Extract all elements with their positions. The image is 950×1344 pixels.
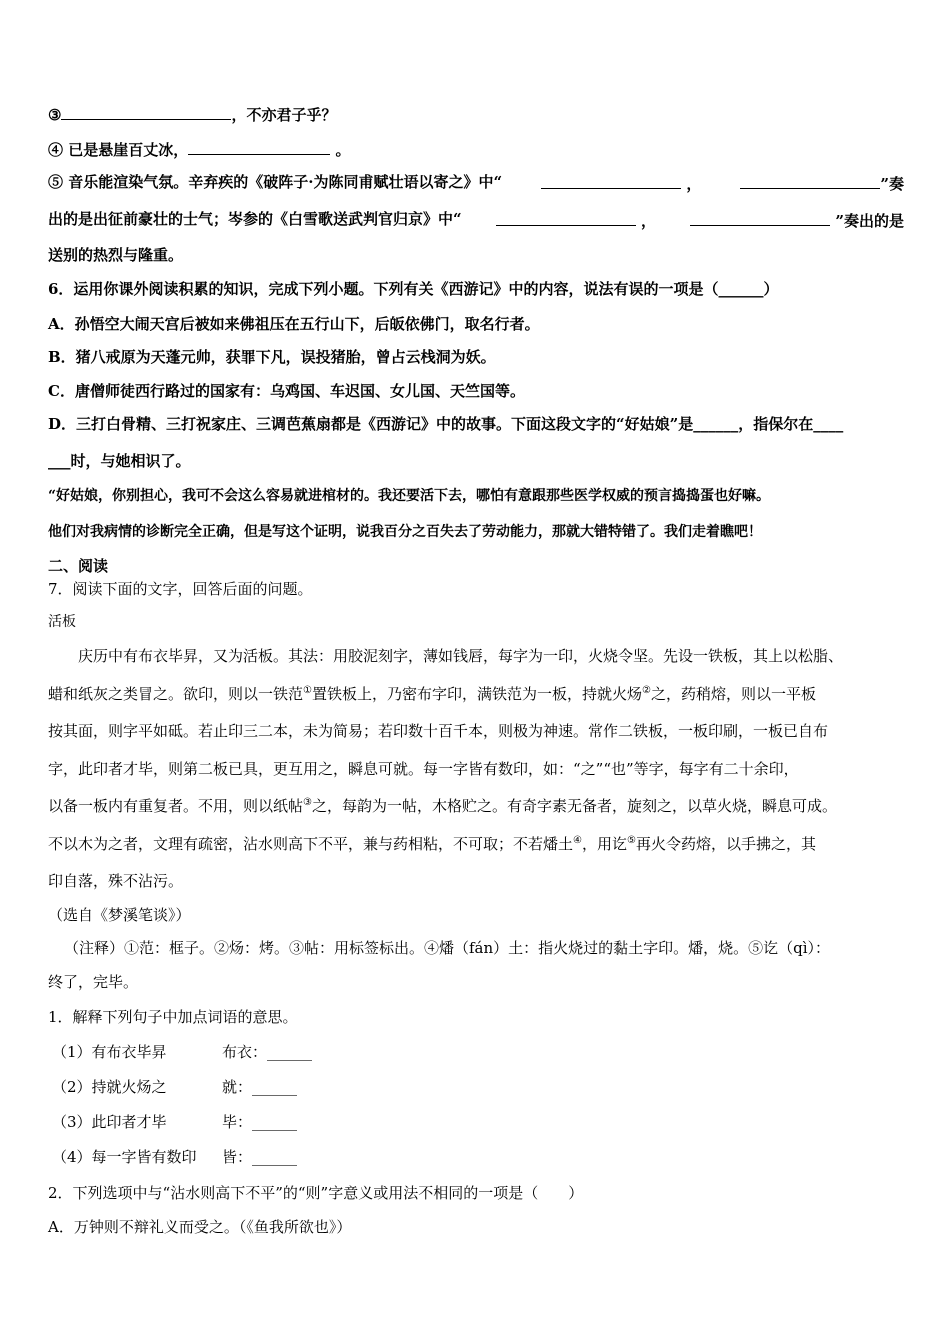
- q6-option-a: A．孙悟空大闹天宫后被如来佛祖压在五行山下，后皈依佛门，取名行者。: [48, 315, 540, 333]
- item-text: 出的是出征前豪壮的士气；岑参的《白雪歌送武判官归京》中“: [48, 210, 462, 228]
- q6-option-c: C．唐僧师徒西行路过的国家有：乌鸡国、车迟国、女儿国、天竺国等。: [48, 382, 525, 400]
- sub1-item-3-answer[interactable]: 毕：______: [222, 1113, 298, 1131]
- blank-line[interactable]: [740, 172, 880, 189]
- passage-line-6: [48, 834, 816, 854]
- passage-line-1: 庆历中有布衣毕昇，又为活板。其法：用胶泥刻字，薄如钱唇，每字为一印，火烧令坚。先设一铁板，其上以松脂、: [78, 647, 844, 665]
- section-heading: 二、阅读: [48, 557, 109, 575]
- note-marker: ⑤: [627, 835, 636, 846]
- note-marker: ④: [573, 835, 582, 846]
- sub2-stem: 2．下列选项中与“沾水则高下不平”的“则”字意义或用法不相同的一项是（ ）: [48, 1184, 584, 1202]
- passage-text: ，用讫: [581, 835, 627, 853]
- sub1-item-1-answer[interactable]: 布衣：______: [222, 1043, 313, 1061]
- passage-text: 之，每韵为一帖，木格贮之。有奇字素无备者，旋刻之，以草火烧，瞬息可成。: [311, 797, 837, 815]
- passage-text: 再火令药熔，以手拂之，其: [635, 835, 816, 853]
- blank-line[interactable]: [541, 172, 681, 189]
- q5-item-3: [48, 103, 336, 125]
- blank-line[interactable]: [61, 103, 231, 120]
- blank-line[interactable]: [690, 209, 830, 226]
- sub1-item-3-sentence: （3）此印者才毕: [52, 1113, 167, 1131]
- item-text: ，: [681, 175, 702, 193]
- item-text: ”奏出的是: [830, 212, 904, 230]
- q5-item-5-line-3: 送别的热烈与隆重。: [48, 246, 184, 264]
- sub1-item-2-sentence: （2）持就火炀之: [52, 1078, 167, 1096]
- item-text: ，: [635, 212, 656, 230]
- sub1-item-4-sentence: （4）每一字皆有数印: [52, 1148, 197, 1166]
- blank-line[interactable]: [496, 209, 636, 226]
- q6-option-d-line-1: D．三打白骨精、三打祝家庄、三调芭蕉扇都是《西游记》中的故事。下面这段文字的“好姑娘”是______，指保尔在____: [48, 415, 844, 433]
- q5-item-5-line-2: [48, 209, 904, 231]
- note-marker: ②: [642, 685, 651, 696]
- q7-stem: 7．阅读下面的文字，回答后面的问题。: [48, 580, 313, 598]
- quote-line-1: “好姑娘，你别担心，我可不会这么容易就进棺材的。我还要活下去，哪怕有意跟那些医学权威的预言捣捣蛋也好嘛。: [48, 488, 771, 504]
- q6-option-d-line-2: ___时，与她相识了。: [48, 452, 191, 470]
- item-text: ⑤ 音乐能渲染气氛。辛弃疾的《破阵子·为陈同甫赋壮语以寄之》中“: [48, 173, 503, 191]
- passage-line-3: 按其面，则字平如砥。若止印三二本，未为简易；若印数十百千本，则极为神速。常作二铁板，一板印刷，一板已自布: [48, 722, 829, 740]
- q5-item-5-line-1: [48, 172, 904, 194]
- passage-line-5: [48, 796, 837, 816]
- passage-line-7: 印自落，殊不沾污。: [48, 872, 184, 890]
- note-marker: ③: [303, 797, 312, 808]
- item-number: ③: [48, 106, 62, 124]
- sub1-item-1-sentence: （1）有布衣毕昇: [52, 1043, 167, 1061]
- note-marker: ①: [303, 685, 312, 696]
- q6-option-b: B．猪八戒原为天蓬元帅，获罪下凡，误投猪胎，曾占云栈洞为妖。: [48, 348, 496, 366]
- passage-source: （选自《梦溪笔谈》）: [48, 906, 191, 924]
- item-text: 。: [330, 141, 351, 159]
- passage-text: 不以木为之者，文理有疏密，沾水则高下不平，兼与药相粘，不可取；不若燔土: [48, 835, 574, 853]
- quote-line-2: 他们对我病情的诊断完全正确，但是写这个证明，说我百分之百失去了劳动能力，那就大错特错了。我们走着瞧吧！: [48, 524, 762, 540]
- item-text: ，不亦君子乎？: [231, 106, 337, 124]
- sub1-item-4-answer[interactable]: 皆：______: [222, 1148, 298, 1166]
- passage-text: 之，药稍熔，则以一平板: [650, 685, 816, 703]
- notes-line-1: （注释）①范：框子。②炀：烤。③帖：用标签标出。④燔（fán）土：指火烧过的黏土字印。燔，烧。⑤讫（qì）：: [64, 939, 831, 957]
- sub1-stem: 1．解释下列句子中加点词语的意思。: [48, 1008, 298, 1026]
- passage-line-2: [48, 684, 816, 704]
- item-text: ”奏: [880, 175, 904, 193]
- item-text: ④ 已是悬崖百丈冰，: [48, 141, 189, 159]
- passage-text: 置铁板上，乃密布字印，满铁范为一板，持就火炀: [311, 685, 642, 703]
- q6-stem: 6．运用你课外阅读积累的知识，完成下列小题。下列有关《西游记》中的内容，说法有误的一项是（______）: [48, 280, 779, 298]
- sub2-option-a: A．万钟则不辩礼义而受之。（《鱼我所欲也》）: [48, 1218, 352, 1236]
- passage-text: 以备一板内有重复者。不用，则以纸帖: [48, 797, 304, 815]
- notes-line-2: 终了，完毕。: [48, 973, 139, 991]
- passage-text: 蜡和纸灰之类冒之。欲印，则以一铁范: [48, 685, 304, 703]
- sub1-item-2-answer[interactable]: 就：______: [222, 1078, 298, 1096]
- passage-line-4: 字，此印者才毕，则第二板已具，更互用之，瞬息可就。每一字皆有数印，如：“之”“也”等字，每字有二十余印，: [48, 760, 799, 778]
- blank-line[interactable]: [188, 138, 330, 155]
- q5-item-4: [48, 138, 350, 160]
- passage-title: 活板: [48, 614, 76, 630]
